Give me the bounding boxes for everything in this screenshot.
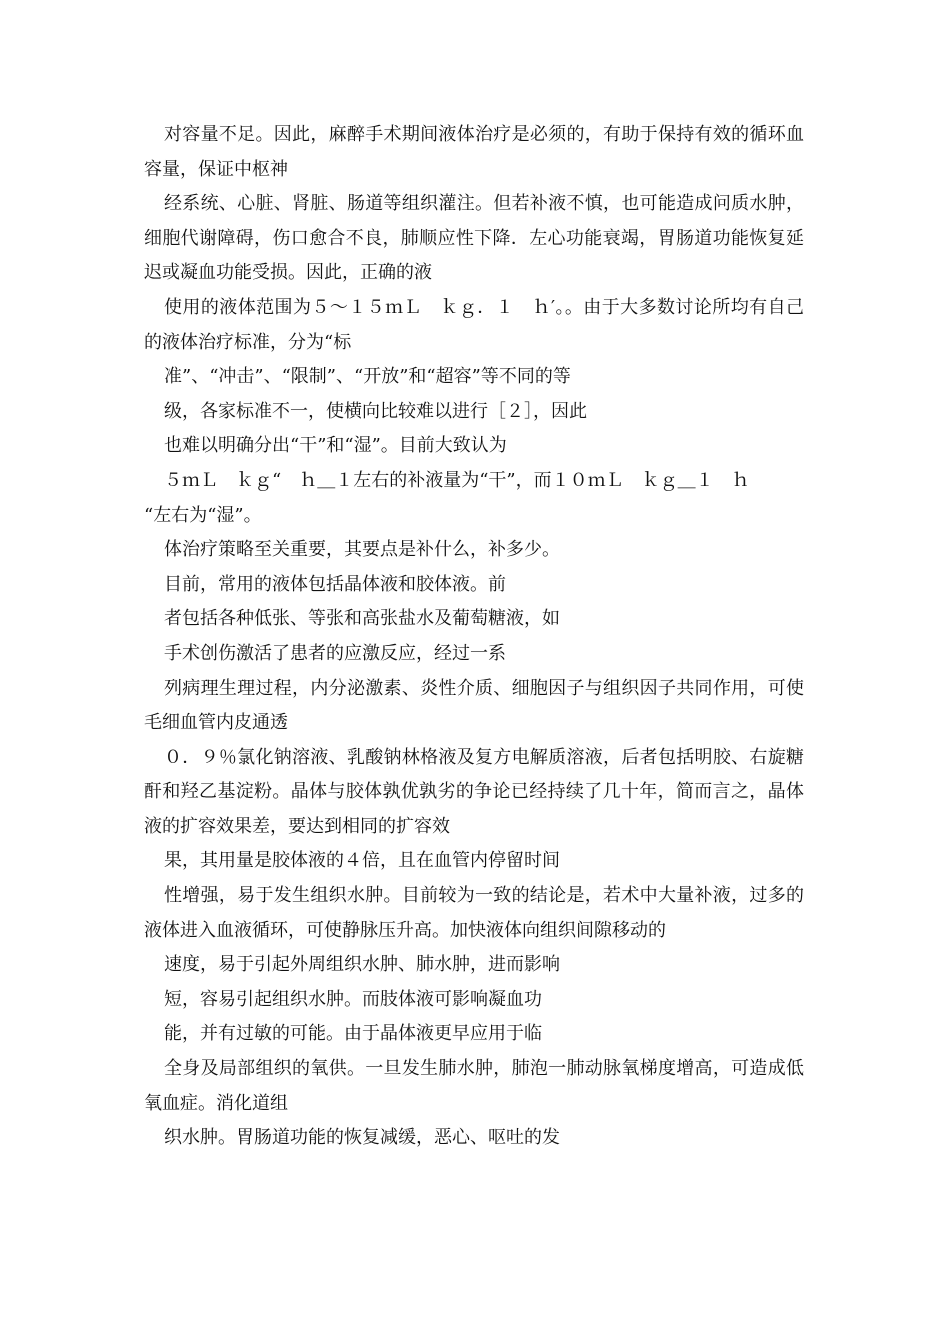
paragraph-8: “左右为“湿”。	[144, 504, 262, 526]
document-body	[144, 118, 804, 1156]
paragraph-1: 对容量不足。因此，麻醉手术期间液体治疗是必须的，有助于保持有效的循环血容量，保证中枢神	[144, 124, 804, 180]
paragraph-18: 短，容易引起组织水肿。而肢体液可影响凝血功	[164, 988, 542, 1010]
paragraph-5: 级，各家标准不一，使横向比较难以进行［２］，因此	[164, 400, 587, 422]
paragraph-3: 使用的液体范围为５～１５ｍＬ ｋｇ．１ ｈ′。。由于大多数讨论所均有自己的液体治疗标准，分为“标	[144, 296, 804, 353]
paragraph-2: 经系统、心脏、肾脏、肠道等组织灌注。但若补液不慎，也可能造成问质水肿，细胞代谢障碍，伤口愈合不良，肺顺应性下降．左心功能衰竭，胃肠道功能恢复延迟或凝血功能受损。因此，正确的液	[144, 193, 804, 284]
paragraph-10: 目前，常用的液体包括晶体液和胶体液。前	[164, 573, 506, 595]
paragraph-7: ５ｍＬ ｋｇ“ ｈ＿１左右的补液量为“干”，而１０ｍＬ ｋｇ＿１ ｈ	[164, 469, 750, 491]
paragraph-17: 速度，易于引起外周组织水肿、肺水肿，进而影响	[164, 954, 560, 976]
paragraph-20: 全身及局部组织的氧供。一旦发生肺水肿，肺泡一肺动脉氧梯度增高，可造成低氧血症。消化道组	[144, 1058, 804, 1114]
paragraph-11: 者包括各种低张、等张和高张盐水及葡萄糖液，如	[164, 608, 560, 630]
paragraph-4: 准”、“冲击”、“限制”、“开放”和“超容”等不同的等	[164, 366, 571, 388]
paragraph-12: 手术创伤激活了患者的应激反应，经过一系	[164, 642, 506, 664]
paragraph-15: 果，其用量是胶体液的４倍，且在血管内停留时间	[164, 850, 560, 872]
paragraph-6: 也难以明确分出“干”和“湿”。目前大致认为	[164, 435, 507, 457]
paragraph-16: 性增强，易于发生组织水肿。目前较为一致的结论是，若术中大量补液，过多的液体进入血液循环，可使静脉压升高。加快液体向组织间隙移动的	[144, 885, 804, 941]
paragraph-14: ０．９％氯化钠溶液、乳酸钠林格液及复方电解质溶液，后者包括明胶、右旋糖酐和羟乙基淀粉。晶体与胶体孰优孰劣的争论已经持续了几十年，简而言之，晶体液的扩容效果差，要达到相同的扩容效	[144, 746, 804, 837]
paragraph-9: 体治疗策略至关重要，其要点是补什么，补多少。	[164, 539, 560, 561]
paragraph-19: 能，并有过敏的可能。由于晶体液更早应用于临	[164, 1023, 542, 1045]
paragraph-13: 列病理生理过程，内分泌激素、炎性介质、细胞因子与组织因子共同作用，可使毛细血管内皮通透	[144, 677, 804, 734]
paragraph-21: 织水肿。胃肠道功能的恢复减缓，恶心、呕吐的发	[164, 1127, 560, 1149]
